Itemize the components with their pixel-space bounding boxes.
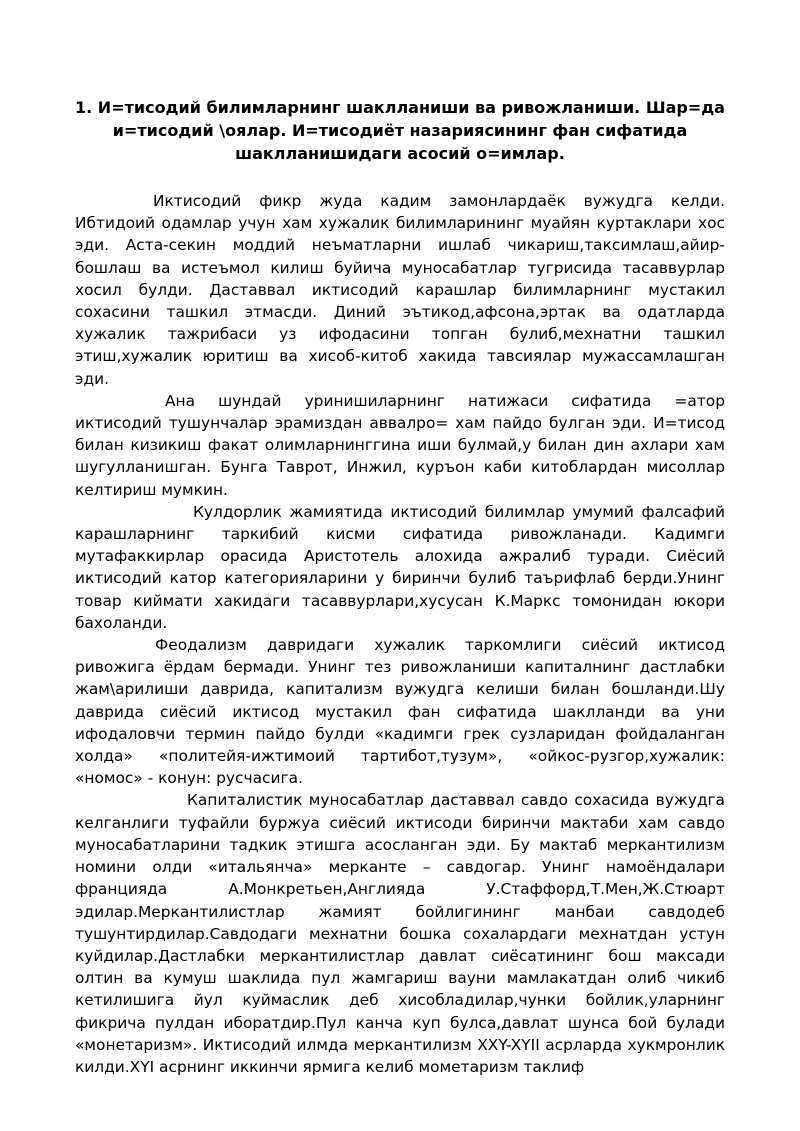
document-body bbox=[75, 190, 725, 1078]
paragraph: Феодализм давридаги хужалик таркомлиги сиёсий иктисод ривожига ёрдам бермади. Унинг тез ривожланиши капиталнинг дастлабки жам\арилиши даврида, капитализм вужудга келиши билан бошланди.Шу даврида сиёсий иктисод мустакил фан сифатида шаклланди ва уни ифодаловчи термин пайдо булди «кадимги грек сузларидан фойдаланган холда» «политейя-ижтимоий тартибот,тузум», «ойкос-рузгор,хужалик: «номос» - конун: русчасига. bbox=[75, 636, 725, 788]
paragraph: Ана шундай уринишиларнинг натижаси сифатида =атор иктисодий тушунчалар эрамиздан аввалро= хам пайдо булган эди. И=тисод билан кизикиш факат олимларнинггина иши булмай,у билан дин ахлари хам шугулланишган. Бунга Таврот, Инжил, куръон каби китоблардан мисоллар келтириш мумкин. bbox=[75, 391, 725, 499]
paragraph: Кулдорлик жамиятида иктисодий билимлар умумий фалсафий карашларнинг таркибий кисми сифатида ривожланади. Кадимги мутафаккирлар орасида Аристотель алохида ажралиб туради. Сиёсий иктисодий катор категорияларини у биринчи булиб таърифлаб берди.Унинг товар киймати хакидаги тасаввурлари,хусусан К.Маркс томонидан юкори бахоланди. bbox=[75, 502, 725, 632]
document-page bbox=[75, 0, 725, 1131]
paragraph: Капиталистик муносабатлар даставвал савдо сохасида вужудга келганлиги туфайли буржуа сиёсий иктисоди биринчи мактаби хам савдо муносабатларини тадкик этишга асосланган эди. Бу мактаб меркантилизм номини олди «итальянча» мерканте – савдогар. Унинг намоёндалари францияда А.Монкретьен,Англияда У.Стаффорд,Т.Мен,Ж.Стюарт эдилар.Меркантилистлар жамият бойлигининг манбаи савдодеб тушунтирдилар.Савдодаги мехнатни бошка сохалардаги мехнатдан устун куйдилар.Дастлабки меркантилистлар давлат сиёсатининг бош максади олтин ва кумуш шаклида пул жамгариш вауни мамлакатдан олиб чикиб кетилишига йул куймаслик деб хисобладилар,чунки бойлик,уларнинг фикрича пулдан иборатдир.Пул канча куп булса,давлат шунса бой булади «монетаризм». Иктисодий илмда меркантилизм XXY-XYII асрларда хукмронлик килди.XYI асрнинг иккинчи ярмига келиб мометаризм таклиф bbox=[75, 791, 725, 1076]
document-title: 1. И=тисодий билимларнинг шаклланиши ва ривожланиши. Шар=да и=тисодий \оялар. И=тисодиёт назариясининг фан сифатида шаклланишидаги асосий о=имлар. bbox=[75, 98, 725, 163]
paragraph: Иктисодий фикр жуда кадим замонлардаёк вужудга келди. Ибтидоий одамлар учун хам хужалик билимларининг муайян куртаклари хос эди. Аста-секин моддий неъматларни ишлаб чикариш,таксимлаш,айир-бошлаш ва истеъмол килиш буйича муносабатлар тугрисида тасаввурлар хосил булди. Даставвал иктисодий карашлар билимларнинг мустакил сохасини ташкил этмасди. Диний эътикод,афсона,эртак ва одатларда хужалик тажрибаси уз ифодасини топган булиб,мехнатни ташкил этиш,хужалик юритиш ва хисоб-китоб хакида тавсиялар мужассамлашган эди. bbox=[75, 192, 725, 388]
